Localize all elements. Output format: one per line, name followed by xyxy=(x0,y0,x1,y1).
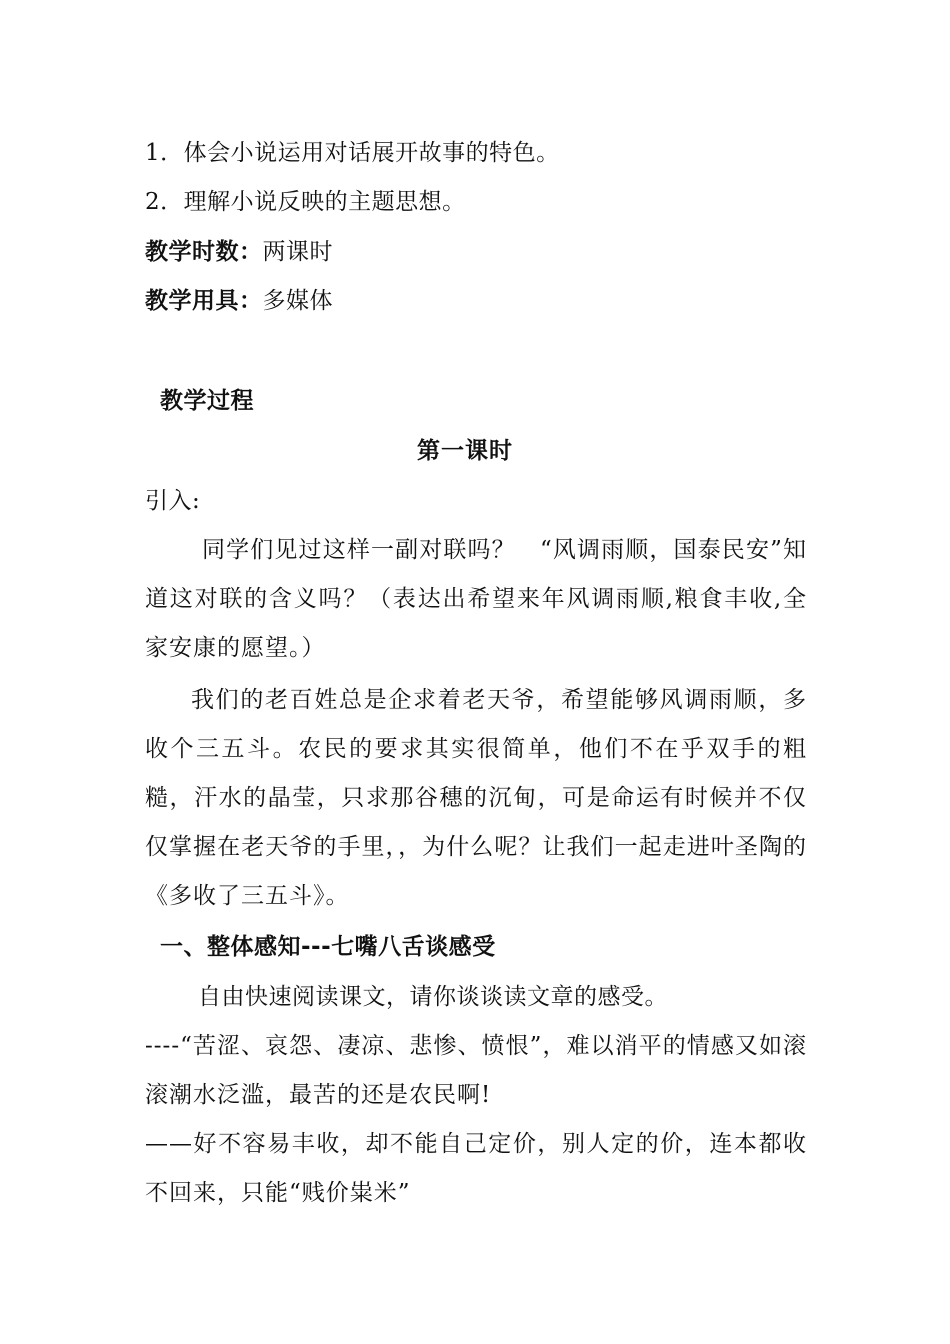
process-heading: 教学过程 xyxy=(160,388,254,414)
lesson-title: 第一课时 xyxy=(417,438,513,464)
teaching-hours-value: 两课时 xyxy=(262,239,333,265)
teaching-tools-row xyxy=(145,276,815,326)
answer-2: ——好不容易丰收，却不能自己定价，别人定的价，连本都收不回来，只能“贱价粜米” xyxy=(145,1131,807,1206)
teaching-hours-label: 教学时数： xyxy=(145,239,263,265)
teaching-hours-row xyxy=(145,227,815,277)
objective-item-2: 2．理解小说反映的主题思想。 xyxy=(145,189,466,215)
teaching-tools-label: 教学用具： xyxy=(145,288,263,314)
intro-label: 引入: xyxy=(145,488,201,514)
answer-1: ----“苦涩、哀怨、凄凉、悲惨、愤恨”，难以消平的情感又如滚滚潮水泛滥，最苦的还是农民啊! xyxy=(145,1033,807,1108)
teaching-tools-value: 多媒体 xyxy=(262,288,333,314)
objective-item-1: 1．体会小说运用对话展开故事的特色。 xyxy=(145,140,560,166)
section-1-heading: 一、整体感知---七嘴八舌谈感受 xyxy=(160,934,496,960)
intro-paragraph-1: 同学们见过这样一副对联吗？ “风调雨顺，国泰民安”知道这对联的含义吗？（表达出希望来年风调雨顺,粮食丰收,全家安康的愿望。） xyxy=(145,537,807,661)
intro-paragraph-2: 我们的老百姓总是企求着老天爷，希望能够风调雨顺，多收个三五斗。农民的要求其实很简单，他们不在乎双手的粗糙，汗水的晶莹，只求那谷穗的沉甸，可是命运有时候并不仅仅掌握在老天爷的手里，，为什么呢？让我们一起走进叶圣陶的《多收了三五斗》。 xyxy=(145,687,807,909)
section-1-prompt: 自由快速阅读课文，请你谈谈读文章的感受。 xyxy=(198,984,668,1010)
